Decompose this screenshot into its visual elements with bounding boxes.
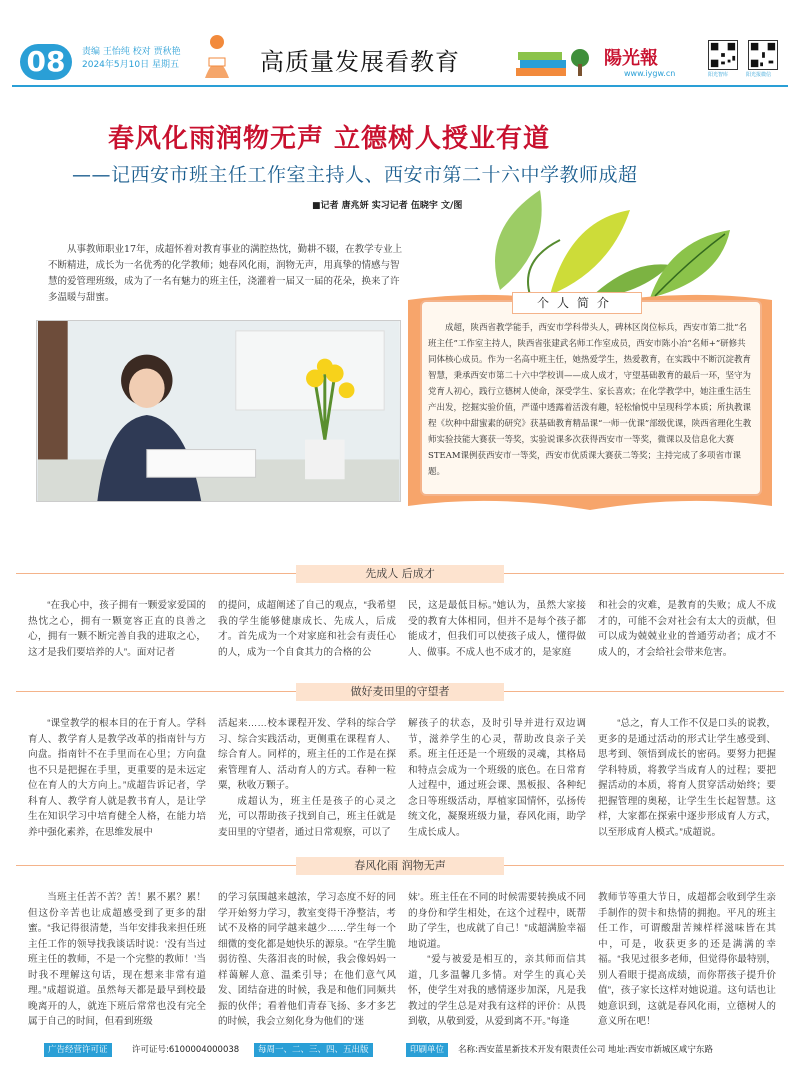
text-column: [408, 890, 586, 1030]
text-column: [28, 716, 206, 840]
teacher-photo: [36, 320, 401, 502]
printer-label: 印刷单位: [406, 1043, 448, 1057]
text-column: [408, 598, 586, 660]
license-number: 许可证号:6100004000038: [132, 1045, 240, 1055]
editor-credits: [82, 46, 181, 72]
paragraph: 当班主任苦不苦？苦！累不累？累！但这份辛苦也让成超感受到了更多的甜蜜。“我记得很清楚，当年安排我来担任班主任工作的领导找我谈话时说：‘没有当过班主任的教师，不是一个完整的教师！’当时我不理解这句话，现在想来非常有道理。”成超说道。虽然每天都是最早到校最晚离开的人，就连下班后常常也没有完全属于自己的时间，但看到班级: [28, 892, 206, 1027]
printer-info: 名称:西安蓝星新技术开发有限责任公司 地址:西安市新城区咸宁东路: [458, 1045, 713, 1055]
paragraph: 教师节等重大节日，成超都会收到学生亲手制作的贺卡和热情的拥抱。平凡的班主任工作，可谓酸甜苦辣样样滋味皆在其中，可是，收获更多的还是满满的幸福。“我见过很多老师，但觉得你最特别，别人看眼于提高成绩，而你帮孩子提升价值”，孩子家长这样对她说道。这句话也让她意识到，这就是春风化雨，立德树人的意义所在吧！: [598, 892, 776, 1027]
qr-label: 阳光报微信: [746, 72, 772, 78]
publish-schedule: 每周一、二、三、四、五出版: [254, 1043, 373, 1057]
section-banner: [16, 857, 784, 875]
subheadline: ——记西安市班主任工作室主持人、西安市第二十六中学教师成超: [72, 164, 638, 186]
ad-license-label: 广告经营许可证: [44, 1043, 112, 1057]
profile-text: 成超，陕西省教学能手，西安市学科带头人，碑林区岗位标兵，西安市第二批“名班主任”工作室主持人，陕西省张建武名师工作室成员，西安市陈小冶“名师+”研修共同体核心成员。作为一名高中班主任，她热爱学生，热爱教育，在实践中不断沉淀教育智慧，秉承西安市第二十六中学校训——成人成才，守望基础教育的最后一环，坚守为党育人初心，践行立德树人使命，深受学生、家长喜欢；在化学教学中，她注重生活生产出发，挖掘实验价值，严谨中透露着活泼有趣，轻松愉悦中呈现科学本质；所执教课程《坎种中甜蜜素的研究》获基础教育精品课“一师一优课”部级优课，陕西省理化生教师实验技能大赛获一等奖，实验说课多次获得西安市一等奖，微课以及信息化大赛STEAM课例获西安市一等奖，西安市优质课大赛获二等奖；主持完成了多项省市课题。: [428, 323, 752, 477]
section-heading: 先成人 后成才: [296, 565, 504, 583]
paragraph: 和社会的灾难，是教育的失败；成人不成才的，可能不会对社会有太大的贡献，但可以成为兢兢业业的普通劳动者；成才不成人的，才会给社会带来危害。: [598, 600, 776, 658]
page-number: 08: [20, 44, 72, 80]
header-rule: [12, 85, 788, 87]
text-column: [218, 598, 396, 660]
text-column: [598, 598, 776, 660]
byline: ■记者 唐兆妍 实习记者 伍晓宇 文/图: [312, 201, 463, 211]
headline: 春风化雨润物无声 立德树人授业有道: [108, 124, 551, 154]
section-columns: [28, 598, 776, 660]
section-title: 高质量发展看教育: [260, 48, 460, 76]
newspaper-logo: 陽光報: [604, 48, 658, 69]
editor-names: 责编 王怡纯 校对 贾秋艳: [82, 47, 181, 57]
section-banner: [16, 565, 784, 583]
paragraph: 活起来……校本课程开发、学科的综合学习、综合实践活动，更侧重在课程育人、综合育人。同样的，班主任的工作是在探索管理育人、活动育人的方式。春种一粒粟，秋收万颗子。: [218, 718, 396, 791]
paragraph: “总之，育人工作不仅是口头的说教，更多的是通过活动的形式让学生感受到、思考到、领悟到成长的密码。要努力把握学科特质，将教学当成育人的过程；要把握活动的本质，将育人贯穿活动始终；要把握管理的奥秘，让学生生长起智慧。这样，大家都在探索中逐步形成育人方式，以至形成育人模式。”成超说。: [598, 718, 776, 838]
qr-label: 阳光智库: [708, 72, 729, 78]
text-column: [28, 598, 206, 660]
books-illustration: [512, 46, 592, 80]
profile-title: 个人简介: [512, 292, 642, 314]
paragraph: 解孩子的状态，及时引导并进行双边调节，滋养学生的心灵，帮助改良亲子关系。班主任还是一个班级的灵魂，其格局和特点会成为一个班级的底色。在日常育人过程中，通过班会课、黑板报、各种纪念日等班级活动，厚植家国情怀，弘扬传统文化，凝聚班级力量，春风化雨，助学生成长成人。: [408, 718, 586, 838]
paragraph: 成超认为，班主任是孩子的心灵之光，可以帮助孩子找到自己，班主任就是麦田里的守望者，通过日常观察，可以了: [218, 795, 396, 838]
text-column: [598, 716, 776, 840]
text-column: [218, 716, 396, 840]
section-heading: 春风化雨 润物无声: [296, 857, 504, 875]
article-intro: 从事教师职业17年，成超怀着对教育事业的满腔热忱，勤耕不辍，在教学专业上不断精进，成长为一名优秀的化学教师；她春风化雨，润物无声，用真挚的情感与智慧的爱管理班级，成为了一名有魅力的班主任，浇灌着一届又一届的花朵，换来了许多温暖与甜蜜。: [48, 244, 403, 303]
qr-code-icon: [748, 40, 778, 70]
text-column: [598, 890, 776, 1030]
paragraph: 民，这是最低目标。”她认为，虽然大家接受的教育大体相同，但并不是每个孩子都能成才，但我们可以使孩子成人，懂得做人、做事。不成人也不成才的，是家庭: [408, 600, 586, 658]
section-columns: [28, 716, 776, 840]
paragraph: 的学习氛围越来越浓，学习态度不好的同学开始努力学习，教室变得干净整洁，考试不及格的同学越来越少……学生每一个细微的变化都是她快乐的源泉。“在学生脆弱彷徨、失落泪丧的时候，我会像妈妈一样蔼解人意、温柔引导；在他们意气风发、团结奋进的时候，我是和他们同频共振的伙伴；看着他们青春飞扬、多才多艺的时候，我会立刻化身为他们的‘迷: [218, 892, 396, 1027]
section-banner: [16, 683, 784, 701]
issue-date: 2024年5月10日 星期五: [82, 60, 179, 70]
text-column: [408, 716, 586, 840]
text-column: [218, 890, 396, 1030]
paragraph: 妹’。班主任在不同的时候需要转换成不同的身份和学生相处，在这个过程中，既帮助了学生，也成就了自己！”成超满脸幸福地说道。: [408, 892, 586, 950]
paragraph: “在我心中，孩子拥有一颗爱家爱国的热忱之心，拥有一颗宽容正直的良善之心，拥有一颗不断完善自我的进取之心，这才是我们要培养的人”。面对记者: [28, 600, 206, 658]
qr-code-icon: [708, 40, 738, 70]
paragraph: “课堂教学的根本目的在于育人。学科育人、教学育人是教学改革的指南针与方向盘。指南针不在手里而在心里；方向盘也不只是把握在手里，更重要的是未远定位在育人的大方向上。”成超告诉记者，学科育人、教学育人就是教书育人，是让学生在知识学习中培育健全人格，在能力培养中强化素养，在思维发展中: [28, 718, 206, 838]
footer: [44, 1043, 788, 1057]
text-column: [28, 890, 206, 1030]
reading-figure-illustration: [187, 32, 247, 82]
section-columns: [28, 890, 776, 1030]
logo-url: www.iygw.cn: [624, 69, 676, 78]
masthead: [12, 40, 788, 82]
section-heading: 做好麦田里的守望者: [296, 683, 504, 701]
paragraph: 的提问，成超阐述了自己的观点，“我希望我的学生能够健康成长、先成人，后成才。首先成为一个对家庭和社会有责任心的人，成为一个自食其力的合格的公: [218, 600, 396, 658]
paragraph: “爱与被爱是相互的，亲其师而信其道，几多温馨几多情。对学生的真心关怀，使学生对我的感情逐步加深，凡是我教过的学生总是对我有这样的评价：从畏到敬，从敬到爱，从爱到离不开。”每逢: [408, 954, 586, 1027]
